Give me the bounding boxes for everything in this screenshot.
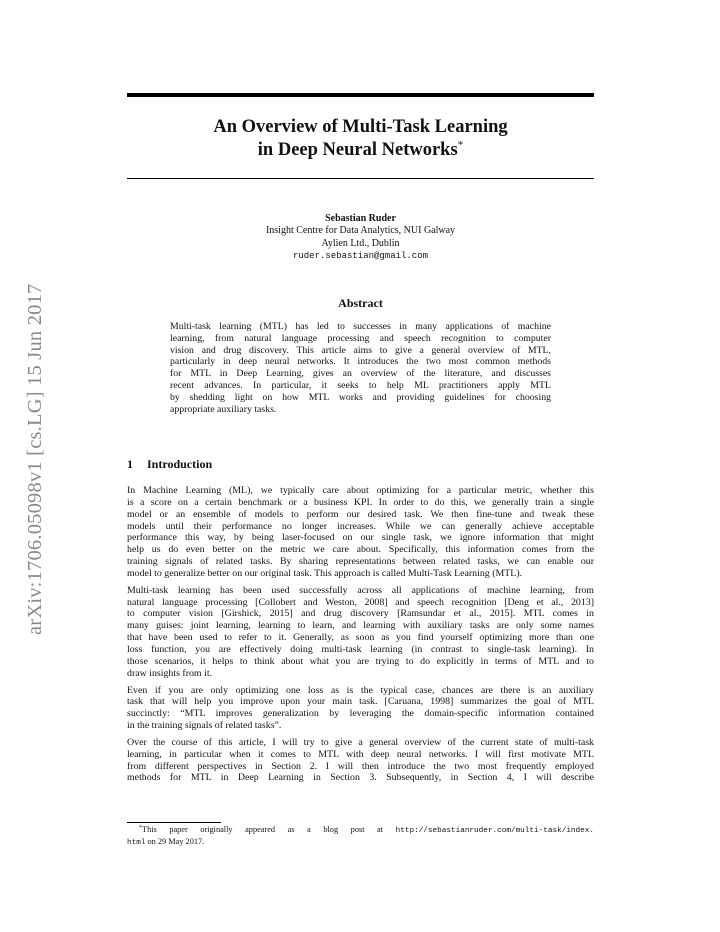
paragraph	[127, 585, 594, 680]
paragraph-line: those scenarios, it helps to think about what you are trying to do explicitly in terms of MTL and to	[127, 655, 594, 667]
author-affiliation-1: Insight Centre for Data Analytics, NUI Galway	[265, 225, 456, 237]
title-rule-bottom	[127, 178, 594, 179]
title-rule-top	[127, 93, 594, 97]
arxiv-identifier-stamp: arXiv:1706.05098v1 [cs.LG] 15 Jun 2017	[24, 283, 46, 635]
paragraph-line: learning, in particular when it comes to MTL with deep neural networks. I will first motivate MTL	[127, 748, 594, 760]
footnote-line-1	[127, 825, 594, 837]
author-name: Sebastian Ruder	[325, 213, 396, 224]
paragraph-line: in the training signals of related tasks”.	[127, 720, 282, 732]
footnote-line-2	[127, 837, 594, 849]
title-line-2	[127, 139, 594, 162]
title-line-1: An Overview of Multi-Task Learning	[213, 117, 508, 137]
author-affiliation-2: Aylien Ltd., Dublin	[321, 237, 400, 249]
footnote-mark: *	[139, 825, 142, 831]
section-heading-introduction	[127, 457, 212, 472]
abstract-body	[170, 321, 551, 415]
paragraph-line: from different perspectives in Section 2. I will then introduce the two most frequently employed	[127, 760, 594, 772]
paragraph-line: model to generalize better on our original task. This approach is called Multi-Task Learning (MTL).	[127, 567, 523, 579]
paragraph-line: draw insights from it.	[127, 667, 213, 679]
paragraph-line: loss function, you are effectively doing multi-task learning (in contrast to single-task learning). In	[127, 643, 594, 655]
paragraph	[127, 485, 594, 580]
footnote	[127, 825, 594, 848]
paragraph	[127, 737, 594, 784]
footnote-url-part-1[interactable]: http://sebastianruder.com/multi-task/index.	[395, 827, 594, 835]
abstract-line: Multi-task learning (MTL) has led to successes in many applications of machine	[170, 321, 551, 332]
title-line-2-text: in Deep Neural Networks	[257, 140, 458, 160]
abstract-line: particularly in deep neural networks. It introduces the two most common methods	[170, 356, 551, 368]
paragraph-line: methods for MTL in Deep Learning in Section 3. Subsequently, in Section 4, I will describe	[127, 772, 594, 784]
paragraph-line: performance this way, by being laser-focused on our single task, we ignore information that might	[127, 532, 594, 544]
abstract-line: appropriate auxiliary tasks.	[170, 403, 277, 415]
abstract-line: by shedding light on how MTL works and providing guidelines for choosing	[170, 391, 551, 403]
author-email: ruder.sebastian@gmail.com	[292, 251, 429, 262]
paragraph-line: training signals of related tasks. By sharing representations between related tasks, we can enable our	[127, 556, 594, 568]
footnote-text-prefix: This paper originally appeared as a blog post at	[142, 825, 396, 834]
paragraph-line: task that will help you improve upon your main task. [Caruana, 1998] summarizes the goal of MTL	[127, 696, 594, 708]
section-title: Introduction	[147, 457, 213, 471]
footnote-url-part-2[interactable]: html	[127, 838, 146, 847]
paragraph-line: Even if you are only optimizing one loss as is the typical case, chances are there is an auxiliary	[127, 684, 594, 696]
paper-title	[127, 116, 594, 162]
paragraph	[127, 685, 594, 732]
abstract-line: vision and drug discovery. This article aims to give a general overview of MTL,	[170, 344, 551, 356]
paragraph-line: help us do even better on the metric we care about. Specifically, this information comes from the	[127, 544, 594, 556]
abstract-heading: Abstract	[338, 296, 383, 310]
paragraph-line: is a score on a certain benchmark or a business KPI. In order to do this, we generally train a single	[127, 496, 594, 508]
paragraph-line: succinctly: “MTL improves generalization by leveraging the domain-specific information contained	[127, 708, 594, 720]
paragraph-line: to computer vision [Girshick, 2015] and drug discovery [Ramsundar et al., 2015]. MTL comes in	[127, 608, 594, 620]
paragraph-line: models until their performance no longer increases. While we can generally achieve acceptable	[127, 520, 594, 532]
author-block	[127, 213, 594, 263]
footnote-rule	[127, 822, 221, 823]
paragraph-line: many guises: joint learning, learning to learn, and learning with auxiliary tasks are only some names	[127, 620, 594, 632]
section-number: 1	[127, 457, 133, 471]
title-footnote-mark: *	[457, 139, 464, 151]
paragraph-line: natural language processing [Collobert and Weston, 2008] and speech recognition [Deng et al., 2013]	[127, 596, 594, 608]
paragraph-line: model or an ensemble of models to perform our desired task. We then fine-tune and tweak these	[127, 508, 594, 520]
paragraph-line: Over the course of this article, I will try to give a general overview of the current state of multi-task	[127, 736, 594, 748]
introduction-body	[127, 485, 594, 789]
paragraph-line: In Machine Learning (ML), we typically care about optimizing for a particular metric, whether this	[127, 485, 594, 496]
paragraph-line: that have been used to refer to it. Generally, as soon as you find yourself optimizing more than one	[127, 632, 594, 644]
abstract-line: for MTL in Deep Learning, gives an overview of the literature, and discusses	[170, 368, 551, 380]
abstract-line: recent advances. In particular, it seeks to help ML practitioners apply MTL	[170, 379, 551, 391]
paragraph-line: Multi-task learning has been used successfully across all applications of machine learning, from	[127, 584, 594, 596]
footnote-text-suffix: on 29 May 2017.	[145, 836, 205, 846]
abstract-line: learning, from natural language processing and speech recognition to computer	[170, 332, 551, 344]
